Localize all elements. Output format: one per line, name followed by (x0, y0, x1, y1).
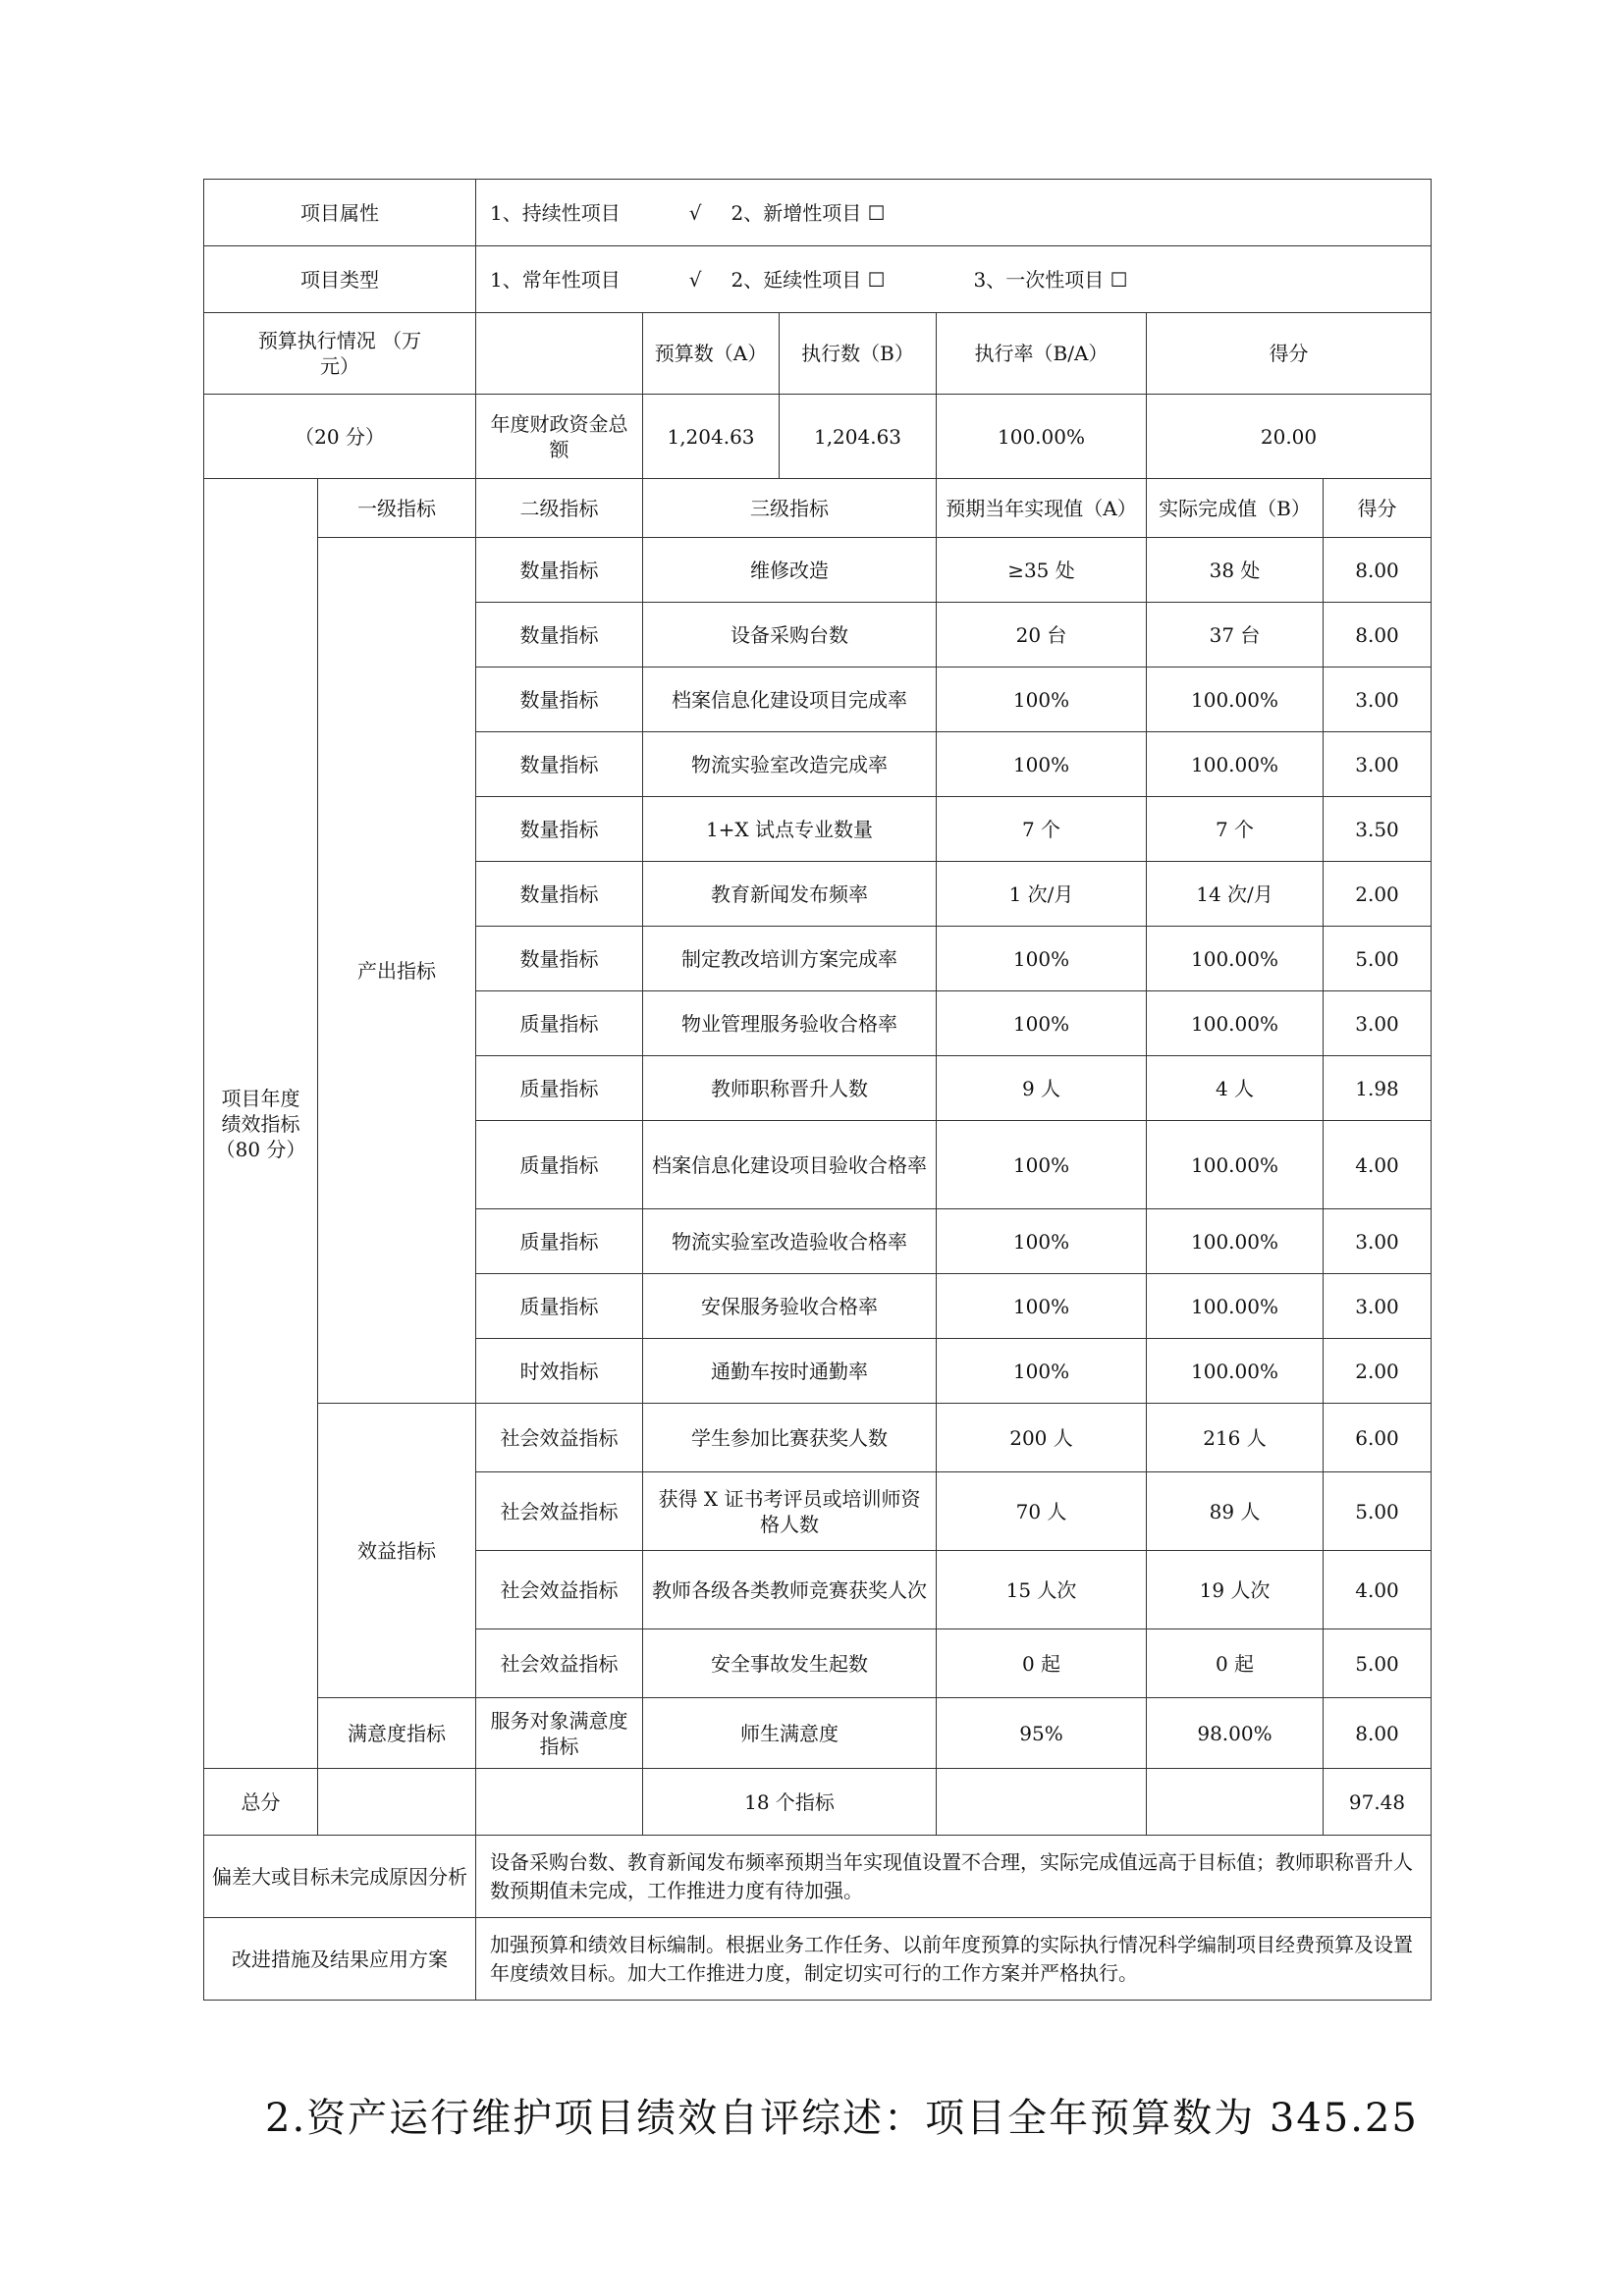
expected-value: 200 人 (937, 1404, 1147, 1472)
level3-indicator: 教育新闻发布频率 (643, 862, 937, 927)
expected-value: 7 个 (937, 797, 1147, 862)
type-option-1: 1、常年性项目 (490, 267, 621, 292)
budget-col-score: 得分 (1147, 313, 1432, 395)
actual-value: 0 起 (1147, 1629, 1324, 1698)
expected-value: 100% (937, 1339, 1147, 1404)
improvement-row (204, 1918, 1432, 2001)
indicator-score: 8.00 (1324, 603, 1432, 667)
actual-value: 4 人 (1147, 1056, 1324, 1121)
total-empty-cell (937, 1769, 1147, 1836)
satisfaction-indicator-label: 满意度指标 (318, 1698, 476, 1769)
indicator-row (204, 538, 1432, 603)
indicator-score: 5.00 (1324, 1629, 1432, 1698)
project-type-row (204, 246, 1432, 313)
actual-value: 216 人 (1147, 1404, 1324, 1472)
indicator-score: 4.00 (1324, 1121, 1432, 1209)
expected-value: 15 人次 (937, 1551, 1147, 1629)
header-score: 得分 (1324, 479, 1432, 538)
performance-table (203, 179, 1432, 2001)
expected-value: 9 人 (937, 1056, 1147, 1121)
expected-value: 100% (937, 732, 1147, 797)
actual-value: 38 处 (1147, 538, 1324, 603)
total-empty-cell (1147, 1769, 1324, 1836)
level2-indicator: 数量指标 (476, 927, 643, 991)
budget-value-a: 1,204.63 (643, 395, 780, 479)
level3-indicator: 安保服务验收合格率 (643, 1274, 937, 1339)
budget-score-label: （20 分） (204, 395, 476, 479)
budget-col-rate: 执行率（B/A） (937, 313, 1147, 395)
budget-execution-label: 预算执行情况 （万 元） (204, 313, 476, 395)
section-heading: 2.资产运行维护项目绩效自评综述：项目全年预算数为 345.25 (265, 2096, 1419, 2141)
expected-value: 100% (937, 927, 1147, 991)
level2-indicator: 数量指标 (476, 732, 643, 797)
project-attribute-label: 项目属性 (204, 180, 476, 246)
level2-indicator: 数量指标 (476, 603, 643, 667)
budget-row-label: 年度财政资金总额 (476, 395, 643, 479)
level2-indicator: 社会效益指标 (476, 1551, 643, 1629)
expected-value: 100% (937, 1274, 1147, 1339)
expected-value: 70 人 (937, 1472, 1147, 1551)
header-actual: 实际完成值（B） (1147, 479, 1324, 538)
project-type-label: 项目类型 (204, 246, 476, 313)
actual-value: 100.00% (1147, 1121, 1324, 1209)
header-level1: 一级指标 (318, 479, 476, 538)
indicator-score: 8.00 (1324, 1698, 1432, 1769)
indicator-score: 5.00 (1324, 1472, 1432, 1551)
indicator-score: 3.50 (1324, 797, 1432, 862)
expected-value: 0 起 (937, 1629, 1147, 1698)
indicator-score: 1.98 (1324, 1056, 1432, 1121)
expected-value: 95% (937, 1698, 1147, 1769)
budget-value-b: 1,204.63 (780, 395, 937, 479)
level3-indicator: 制定教改培训方案完成率 (643, 927, 937, 991)
expected-value: 100% (937, 667, 1147, 732)
type-checkmark: √ (688, 267, 702, 292)
budget-header-row (204, 313, 1432, 395)
level2-indicator: 数量指标 (476, 667, 643, 732)
header-level3: 三级指标 (643, 479, 937, 538)
total-empty-cell (318, 1769, 476, 1836)
improvement-label: 改进措施及结果应用方案 (204, 1918, 476, 2001)
level2-indicator: 质量指标 (476, 1274, 643, 1339)
indicator-score: 4.00 (1324, 1551, 1432, 1629)
benefit-indicator-label: 效益指标 (318, 1404, 476, 1698)
type-option-3: 3、一次性项目 ☐ (973, 267, 1128, 292)
actual-value: 89 人 (1147, 1472, 1324, 1551)
indicator-group-label: 项目年度 绩效指标（80 分） (204, 479, 318, 1769)
level3-indicator: 物业管理服务验收合格率 (643, 991, 937, 1056)
expected-value: 20 台 (937, 603, 1147, 667)
level2-indicator: 时效指标 (476, 1339, 643, 1404)
attr-option-2: 2、新增性项目 ☐ (731, 200, 886, 225)
level2-indicator: 服务对象满意度指标 (476, 1698, 643, 1769)
level3-indicator: 档案信息化建设项目完成率 (643, 667, 937, 732)
actual-value: 100.00% (1147, 667, 1324, 732)
level3-indicator: 师生满意度 (643, 1698, 937, 1769)
expected-value: 100% (937, 1209, 1147, 1274)
level2-indicator: 社会效益指标 (476, 1404, 643, 1472)
total-empty-cell (476, 1769, 643, 1836)
actual-value: 100.00% (1147, 927, 1324, 991)
level3-indicator: 维修改造 (643, 538, 937, 603)
budget-value-row (204, 395, 1432, 479)
deviation-label: 偏差大或目标未完成原因分析 (204, 1836, 476, 1918)
level3-indicator: 设备采购台数 (643, 603, 937, 667)
deviation-text: 设备采购台数、教育新闻发布频率预期当年实现值设置不合理，实际完成值远高于目标值；教师职称晋升人数预期值未完成，工作推进力度有待加强。 (476, 1836, 1432, 1918)
indicator-score: 3.00 (1324, 732, 1432, 797)
header-expected: 预期当年实现值（A） (937, 479, 1147, 538)
total-label: 总分 (204, 1769, 318, 1836)
expected-value: 100% (937, 1121, 1147, 1209)
indicator-score: 3.00 (1324, 1274, 1432, 1339)
actual-value: 100.00% (1147, 991, 1324, 1056)
indicator-score: 5.00 (1324, 927, 1432, 991)
improvement-text: 加强预算和绩效目标编制。根据业务工作任务、以前年度预算的实际执行情况科学编制项目经费预算及设置年度绩效目标。加大工作推进力度，制定切实可行的工作方案并严格执行。 (476, 1918, 1432, 2001)
level2-indicator: 质量指标 (476, 991, 643, 1056)
total-row (204, 1769, 1432, 1836)
total-indicator-count: 18 个指标 (643, 1769, 937, 1836)
budget-value-rate: 100.00% (937, 395, 1147, 479)
level2-indicator: 质量指标 (476, 1056, 643, 1121)
level3-indicator: 获得 X 证书考评员或培训师资格人数 (643, 1472, 937, 1551)
attr-checkmark: √ (688, 200, 702, 225)
expected-value: 1 次/月 (937, 862, 1147, 927)
level2-indicator: 社会效益指标 (476, 1472, 643, 1551)
indicator-score: 3.00 (1324, 991, 1432, 1056)
actual-value: 14 次/月 (1147, 862, 1324, 927)
project-attribute-row (204, 180, 1432, 246)
project-type-options (476, 246, 1432, 313)
total-score: 97.48 (1324, 1769, 1432, 1836)
budget-empty-cell (476, 313, 643, 395)
level3-indicator: 通勤车按时通勤率 (643, 1339, 937, 1404)
level3-indicator: 1+X 试点专业数量 (643, 797, 937, 862)
project-attribute-options (476, 180, 1432, 246)
indicator-score: 3.00 (1324, 667, 1432, 732)
level3-indicator: 教师职称晋升人数 (643, 1056, 937, 1121)
indicator-score: 6.00 (1324, 1404, 1432, 1472)
actual-value: 19 人次 (1147, 1551, 1324, 1629)
budget-value-score: 20.00 (1147, 395, 1432, 479)
actual-value: 100.00% (1147, 1209, 1324, 1274)
type-option-2: 2、延续性项目 ☐ (731, 267, 886, 292)
level2-indicator: 数量指标 (476, 862, 643, 927)
level2-indicator: 社会效益指标 (476, 1629, 643, 1698)
budget-col-b: 执行数（B） (780, 313, 937, 395)
actual-value: 100.00% (1147, 1339, 1324, 1404)
actual-value: 100.00% (1147, 1274, 1324, 1339)
indicator-header-row (204, 479, 1432, 538)
actual-value: 100.00% (1147, 732, 1324, 797)
indicator-row (204, 1404, 1432, 1472)
level3-indicator: 物流实验室改造完成率 (643, 732, 937, 797)
indicator-score: 2.00 (1324, 862, 1432, 927)
level2-indicator: 质量指标 (476, 1121, 643, 1209)
actual-value: 37 台 (1147, 603, 1324, 667)
level2-indicator: 质量指标 (476, 1209, 643, 1274)
level3-indicator: 学生参加比赛获奖人数 (643, 1404, 937, 1472)
level3-indicator: 安全事故发生起数 (643, 1629, 937, 1698)
indicator-score: 8.00 (1324, 538, 1432, 603)
level3-indicator: 教师各级各类教师竞赛获奖人次 (643, 1551, 937, 1629)
level2-indicator: 数量指标 (476, 797, 643, 862)
level3-indicator: 物流实验室改造验收合格率 (643, 1209, 937, 1274)
indicator-score: 3.00 (1324, 1209, 1432, 1274)
budget-col-a: 预算数（A） (643, 313, 780, 395)
indicator-row (204, 1698, 1432, 1769)
expected-value: 100% (937, 991, 1147, 1056)
output-indicator-label: 产出指标 (318, 538, 476, 1404)
header-level2: 二级指标 (476, 479, 643, 538)
attr-option-1: 1、持续性项目 (490, 200, 621, 225)
actual-value: 98.00% (1147, 1698, 1324, 1769)
expected-value: ≥35 处 (937, 538, 1147, 603)
indicator-score: 2.00 (1324, 1339, 1432, 1404)
deviation-row (204, 1836, 1432, 1918)
actual-value: 7 个 (1147, 797, 1324, 862)
level2-indicator: 数量指标 (476, 538, 643, 603)
level3-indicator: 档案信息化建设项目验收合格率 (643, 1121, 937, 1209)
